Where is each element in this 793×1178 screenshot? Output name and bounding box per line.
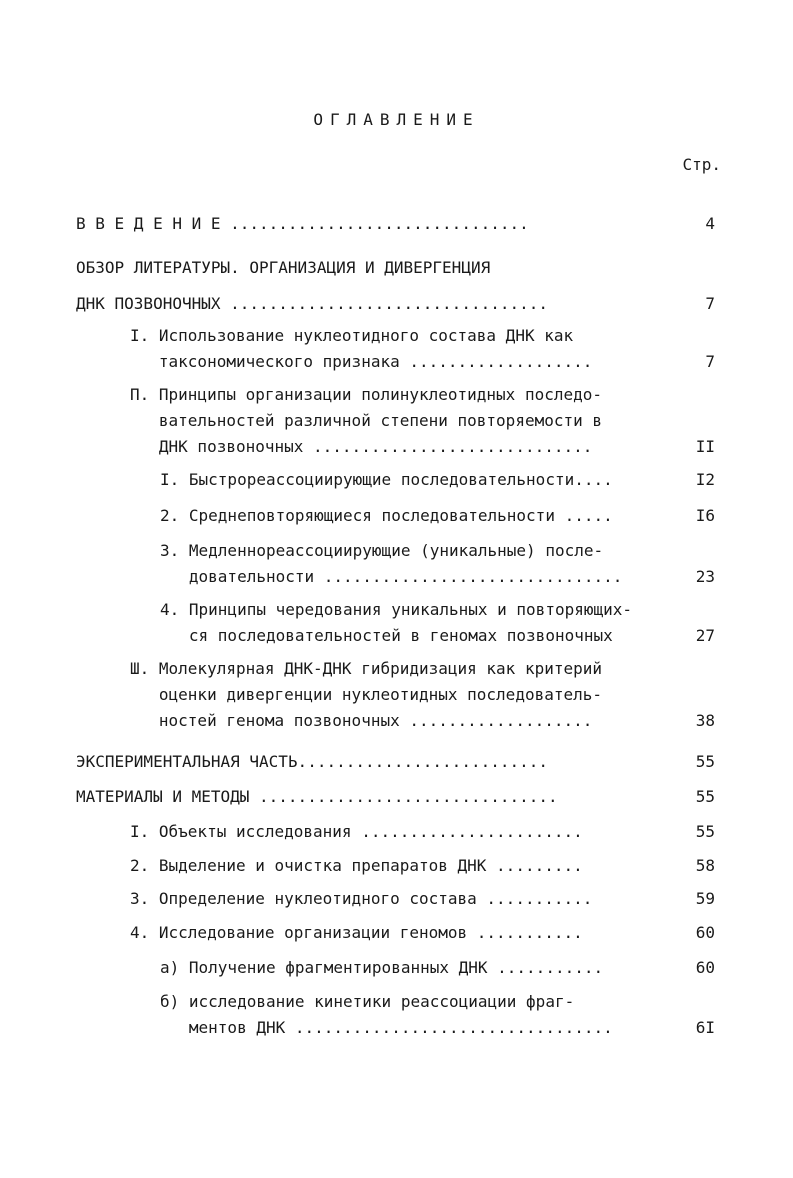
toc-entry-line: I. Быстрореассоциирующие последовательности.... — [160, 470, 613, 489]
toc-entry-line: б) исследование кинетики реассоциации фраг- — [160, 992, 575, 1011]
toc-page-number: I2 — [695, 470, 715, 489]
toc-entry-line: 4. Исследование организации геномов ........... — [130, 923, 583, 942]
toc-entry-line: ЭКСПЕРИМЕНТАЛЬНАЯ ЧАСТЬ.......................... — [76, 752, 549, 771]
page-column-label: Стр. — [682, 155, 721, 174]
toc-page-number: 4 — [705, 214, 715, 233]
toc-page-number: 59 — [695, 889, 715, 908]
toc-entry-line: вательностей различной степени повторяемости в — [130, 411, 603, 430]
toc-entry-line: ДНК позвоночных ............................. — [130, 437, 593, 456]
toc-entry-line: оценки дивергенции нуклеотидных последователь- — [130, 685, 603, 704]
toc-entry-line: МАТЕРИАЛЫ И МЕТОДЫ ............................... — [76, 787, 558, 806]
toc-page-number: 55 — [695, 787, 715, 806]
toc-page-number: 60 — [695, 923, 715, 942]
toc-entry-line: I. Объекты исследования ....................... — [130, 822, 583, 841]
toc-page-number: 7 — [705, 352, 715, 371]
toc-entry-line: I. Использование нуклеотидного состава ДНК как — [130, 326, 574, 345]
toc-page-number: 7 — [705, 294, 715, 313]
toc-entry-line: Ш. Молекулярная ДНК-ДНК гибридизация как критерий — [130, 659, 603, 678]
toc-entry-line: ментов ДНК ................................. — [160, 1018, 613, 1037]
toc-entry-line: 4. Принципы чередования уникальных и повторяющих- — [160, 600, 633, 619]
toc-page-number: I6 — [695, 506, 715, 525]
toc-entry-line: 2. Среднеповторяющиеся последовательности ..... — [160, 506, 613, 525]
toc-page-number: 6I — [695, 1018, 715, 1037]
toc-entry-line: ОБЗОР ЛИТЕРАТУРЫ. ОРГАНИЗАЦИЯ И ДИВЕРГЕНЦИЯ — [76, 258, 491, 277]
toc-page-number: 27 — [695, 626, 715, 645]
toc-page-number: 55 — [695, 822, 715, 841]
page-title: ОГЛАВЛЕНИЕ — [313, 110, 480, 129]
toc-entry-line: 3. Медленнореассоциирующие (уникальные) после- — [160, 541, 604, 560]
toc-entry-line: довательности ............................... — [160, 567, 623, 586]
toc-page-number: 23 — [695, 567, 715, 586]
toc-page-number: 38 — [695, 711, 715, 730]
toc-page-number: 60 — [695, 958, 715, 977]
toc-entry-line: а) Получение фрагментированных ДНК ........... — [160, 958, 604, 977]
toc-entry-line: 3. Определение нуклеотидного состава ........... — [130, 889, 593, 908]
toc-entry-line: ностей генома позвоночных ................... — [130, 711, 593, 730]
toc-page-number: II — [695, 437, 715, 456]
toc-entry-line: таксономического признака ................... — [130, 352, 593, 371]
toc-entry-line: 2. Выделение и очистка препаратов ДНК ......... — [130, 856, 583, 875]
toc-entry-line: ся последовательностей в геномах позвоночных — [160, 626, 613, 645]
toc-page-number: 55 — [695, 752, 715, 771]
toc-entry-line: В В Е Д Е Н И Е ............................... — [76, 214, 529, 233]
toc-entry-line: ДНК ПОЗВОНОЧНЫХ ................................. — [76, 294, 549, 313]
toc-page-number: 58 — [695, 856, 715, 875]
toc-entry-line: П. Принципы организации полинуклеотидных последо- — [130, 385, 603, 404]
